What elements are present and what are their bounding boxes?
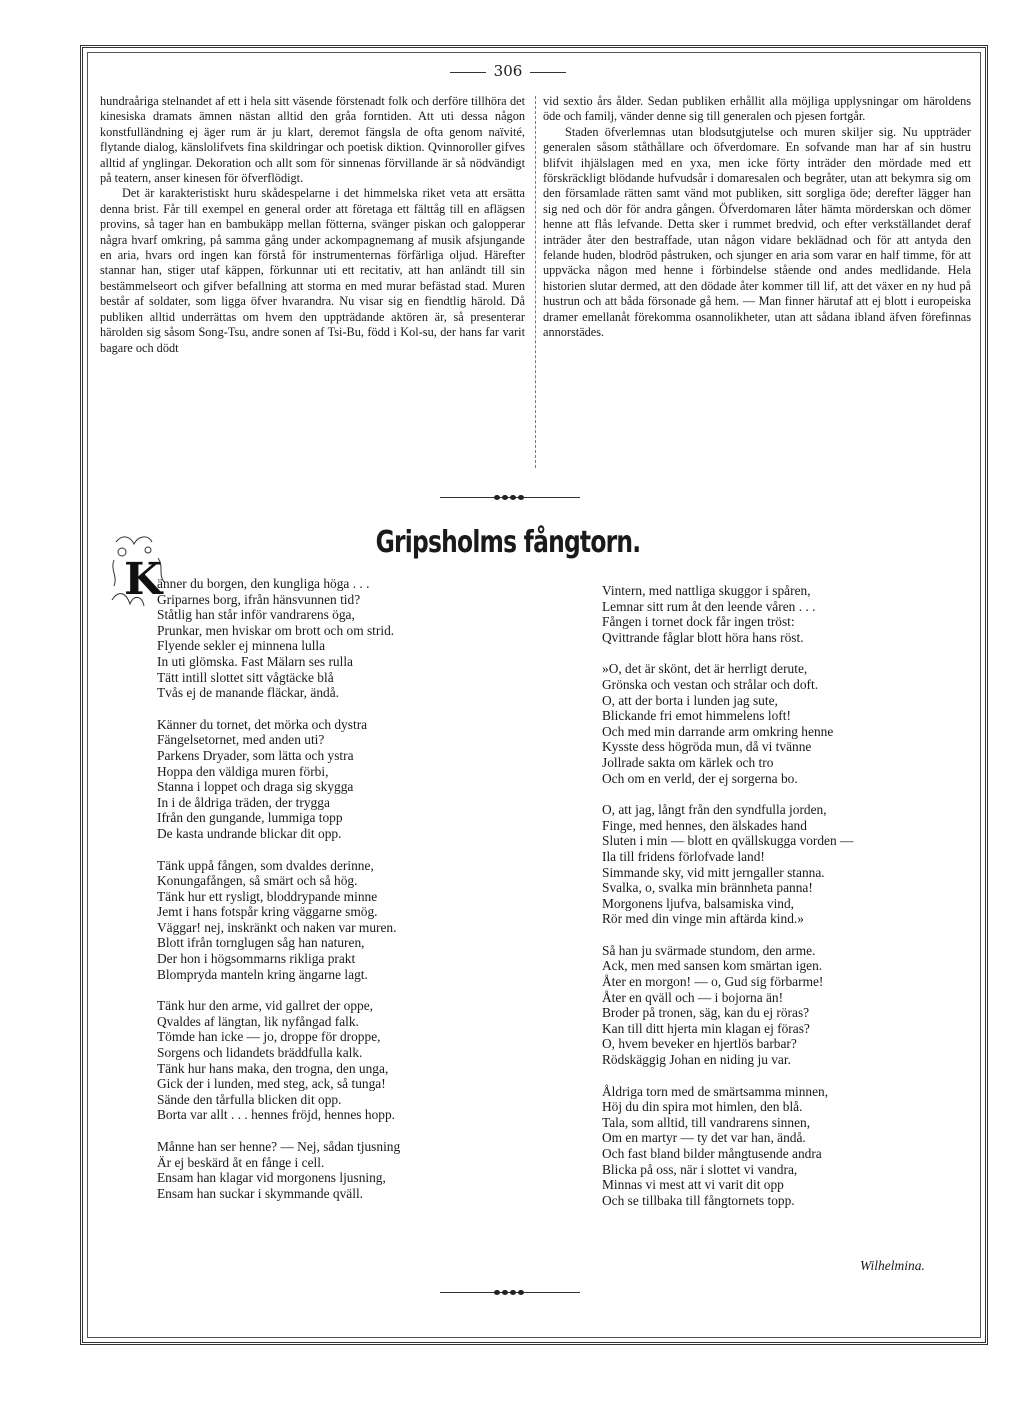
article-paragraph: Staden öfverlemnas utan blodsutgjutelse och muren skiljer sig. Nu uppträder generalen såsom ståthållare och öfverdomare. En sofvande man har af sin hustru blifvit ihjälslagen med en yxa, men icke förty inträder den mördade med ett förskräckligt blödande hufvudsår i domaresalen och begråter, utan att bekymra sig om den församlade rätten samt vänd mot publiken, sitt sorgliga öde; derefter lägger han sig ned och dör för andra gången. Öfverdomaren låter hämta mörderskan och dömer henne att flås lefvande. Detta sker i rummet bredvid, och efter verkställandet deraf inträder åter den bestraffade, utan någon vidare beklädnad och för att antyda den felande huden, blodröd påstruken, och sjunger en aria som varar en half timme, för att uppväcka någon med henne i förbindelse stående ond andes medlidande. Hela historien slutar dermed, att den dödade åter kommer till lif, att det växer en ny hud på hustrun och att båda försonade gå hem. — Man finner härutaf att ej blott i europeiska dramer emellanåt förekomma osannolikheter, utan att sådana ibland äfven förefinnas annorstädes. xyxy=(543,124,971,340)
article-paragraph: Det är karakteristiskt huru skådespelarne i det himmelska riket veta att ersätta denna brist. Får till exempel en general order att företaga ett fälttåg till en aflägsen provins, så tager han en bambukäpp mellan fötterna, svänger piskan och galopperar några hvarf omkring, på samma gång under ackompagnemang af musik afsjungande en aria, hvars ord ingen kan förstå för instrumenternas förfärliga oljud. Härefter stannar han, stiger utaf käppen, förkunnar uti ett recitativ, att han anländt till sin bestämmelseort och gifver befallning att storma en med murar befästad stad. Muren består af soldater, som ligga öfver hvarandra. Nu visar sig en fiendtlig härold. Då publiken alltid underrättas om hvem den uppträdande aktören är, så presenterar härolden sig såsom Song-Tsu, andre sonen af Tsi-Bu, född i Kol-su, der hans far varit bagare och dödt xyxy=(100,186,525,355)
poem-stanza xyxy=(602,661,962,786)
poem-right-column xyxy=(602,583,962,1224)
poem-line: O, att jag, långt från den syndfulla jorden, xyxy=(602,802,827,818)
article-paragraph: hundraåriga stelnandet af ett i hela sitt väsende förstenadt folk och derföre tillhöra det kinesiska dramats ämnen nästan alltid den gråa forntiden. Att uti dessa någon konstfulländning ej äger rum är ju klart, deremot fängsla de ofta genom naïvité, flytande dialog, känslolifvets fina skildringar och poetisk diktion. Qvinnoroller gifves alltid af ynglingar. Dekoration och allt som för sinnenas förvillande är så nödvändigt på teatern, anser kinesen för öfverflödigt. xyxy=(100,94,525,186)
poem-line: Kan till ditt hjerta min klagan ej föras? xyxy=(602,1020,810,1036)
poem-line: Tänk hur ett rysligt, bloddrypande minne xyxy=(157,888,378,904)
page-number: 306 xyxy=(0,62,1016,80)
article-paragraph: vid sextio års ålder. Sedan publiken erhållit alla möjliga upplysningar om häroldens öde och familj, vänder denne sig till generalen och pjesen fortgår. xyxy=(543,94,971,124)
poem-stanza xyxy=(157,1139,537,1201)
poem-line: Är ej beskärd åt en fånge i cell. xyxy=(157,1154,325,1170)
poem-line: Minnas vi mest att vi varit dit opp xyxy=(602,1177,784,1193)
poem-line: Der hon i högsommarns rikliga prakt xyxy=(157,951,356,967)
poem-line: Månne han ser henne? — Nej, sådan tjusning xyxy=(157,1139,401,1154)
poem-line: Tala, som alltid, till vandrarens sinnen, xyxy=(602,1114,811,1130)
poem-line: Gick der i lunden, med steg, ack, så tunga! xyxy=(157,1076,386,1092)
poem-line: Blott ifrån tornglugen såg han naturen, xyxy=(157,935,365,951)
ornament-divider xyxy=(440,494,580,502)
poem-line: Konungafången, så smärt och så hög. xyxy=(157,873,358,889)
poem-line: Kysste dess högröda mun, då vi tvänne xyxy=(602,739,812,755)
poem-line: Tänk hur den arme, vid gallret der oppe, xyxy=(157,998,374,1014)
poem-line: Rör med din vinge min aftärda kind.» xyxy=(602,911,804,927)
poem-line: In i de åldriga träden, der trygga xyxy=(157,794,330,810)
poem-author: Wilhelmina. xyxy=(860,1258,925,1273)
poem-line: Qvaldes af längtan, lik nyfångad falk. xyxy=(157,1013,359,1029)
poem-line: »O, det är skönt, det är herrligt derute, xyxy=(602,661,808,677)
poem-line: Ack, men med sansen kom smärtan igen. xyxy=(602,958,823,974)
poem-line: Tänk hur hans maka, den trogna, den unga, xyxy=(157,1060,389,1076)
poem-line: Parkens Dryader, som lätta och ystra xyxy=(157,747,354,763)
poem-line: Svalka, o, svalka min brännheta panna! xyxy=(602,880,813,896)
poem-line: Ståtlig han står inför vandrarens öga, xyxy=(157,607,355,623)
poem-line: Ensam han klagar vid morgonens ljusning, xyxy=(157,1170,386,1186)
poem-stanza xyxy=(157,717,537,842)
poem-line: Broder på tronen, säg, kan du ej röras? xyxy=(602,1005,810,1021)
poem-line: Tänk uppå fången, som dvaldes derinne, xyxy=(157,857,374,873)
poem-line: Vintern, med nattliga skuggor i spåren, xyxy=(602,583,811,598)
article-right-column xyxy=(543,94,971,341)
poem-line: Sluten i min — blott en qvällskugga vorden — xyxy=(602,833,854,849)
poem-line: O, att der borta i lunden jag sute, xyxy=(602,692,778,708)
poem-line: Ifrån den gungande, lummiga topp xyxy=(157,810,343,826)
poem-stanza xyxy=(602,943,962,1068)
poem-stanza xyxy=(602,1084,962,1209)
article-left-column xyxy=(100,94,525,356)
poem-stanza xyxy=(157,858,537,983)
poem-line: Blicka på oss, när i slottet vi vandra, xyxy=(602,1161,798,1177)
poem-line: Känner du tornet, det mörka och dystra xyxy=(157,716,368,732)
poem-line: Och med min darrande arm omkring henne xyxy=(602,723,834,739)
poem-line: Åter en qväll och — i bojorna än! xyxy=(602,989,784,1005)
poem-line: Åldriga torn med de smärtsamma minnen, xyxy=(602,1083,829,1099)
poem-line: Väggar! nej, inskränkt och naken var muren. xyxy=(157,919,397,935)
poem-line: Höj du din spira mot himlen, den blå. xyxy=(602,1099,803,1115)
poem-line: Sände den tårfulla blicken dit opp. xyxy=(157,1091,342,1107)
poem-line: De kasta undrande blickar dit opp. xyxy=(157,825,342,841)
poem-line: Fången i tornet dock får ingen tröst: xyxy=(602,614,795,630)
poem-line: Qvittrande fåglar blott höra hans röst. xyxy=(602,629,804,645)
poem-line: Blickande fri emot himmelens loft! xyxy=(602,708,791,724)
poem-line: Stanna i loppet och draga sig skygga xyxy=(157,779,354,795)
poem-line: Sorgens och lidandets bräddfulla kalk. xyxy=(157,1045,363,1061)
column-divider xyxy=(535,96,536,468)
poem-line: Tätt intill slottet sitt vågtäcke blå xyxy=(157,669,334,685)
poem-line: Morgonens ljufva, balsamiska vind, xyxy=(602,895,795,911)
poem-stanza xyxy=(157,576,537,701)
poem-stanza xyxy=(157,998,537,1123)
poem-line: Rödskäggig Johan en niding ju var. xyxy=(602,1052,791,1068)
poem-line: Blompryda manteln kring ängarne lagt. xyxy=(157,966,368,982)
poem-line: Hoppa den väldiga muren förbi, xyxy=(157,763,329,779)
poem-line: Om en martyr — ty det var han, ändå. xyxy=(602,1130,806,1146)
poem-line: Lemnar sitt rum åt den leende våren . . . xyxy=(602,598,816,614)
poem-line: Ila till fridens förlofvade land! xyxy=(602,848,765,864)
poem-line: Så han ju svärmade stundom, den arme. xyxy=(602,942,816,958)
poem-line: änner du borgen, den kungliga höga . . . xyxy=(157,576,370,591)
poem-line: Tömde han icke — jo, droppe för droppe, xyxy=(157,1029,381,1045)
poem-line: Borta var allt . . . hennes fröjd, hennes hopp. xyxy=(157,1107,395,1123)
poem-line: Och om en verld, der ej sorgerna bo. xyxy=(602,770,798,786)
poem-line: In uti glömska. Fast Mälarn ses rulla xyxy=(157,653,353,669)
poem-left-column xyxy=(157,576,537,1217)
poem-line: Jemt i hans fotspår kring väggarne smög. xyxy=(157,904,378,920)
poem-line: O, hvem beveker en hjertlös barbar? xyxy=(602,1036,797,1052)
poem-line: Tvås ej de manande fläckar, ändå. xyxy=(157,685,340,701)
poem-line: Jollrade sakta om kärlek och tro xyxy=(602,754,774,770)
poem-line: Ensam han suckar i skymmande qväll. xyxy=(157,1185,364,1201)
poem-line: Och fast bland bilder mångtusende andra xyxy=(602,1146,822,1161)
ornament-divider-bottom xyxy=(440,1289,580,1297)
poem-line: Griparnes borg, ifrån hänsvunnen tid? xyxy=(157,591,361,607)
poem-line: Grönska och vestan och strålar och doft. xyxy=(602,676,819,692)
poem-stanza xyxy=(602,583,962,645)
poem-title: Gripsholms fångtorn. xyxy=(375,525,641,560)
poem-line: Flyende sekler ej minnena lulla xyxy=(157,638,326,654)
poem-line: Simmande sky, vid mitt jerngaller stanna. xyxy=(602,864,825,880)
drop-cap-letter: K xyxy=(124,554,163,605)
poem-line: Prunkar, men hviskar om brott och om strid. xyxy=(157,622,395,638)
poem-line: Och se tillbaka till fångtornets topp. xyxy=(602,1192,795,1208)
poem-line: Åter en morgon! — o, Gud sig förbarme! xyxy=(602,974,824,990)
poem-line: Fängelsetornet, med anden uti? xyxy=(157,732,325,748)
poem-stanza xyxy=(602,802,962,927)
poem-line: Finge, med hennes, den älskades hand xyxy=(602,817,807,833)
